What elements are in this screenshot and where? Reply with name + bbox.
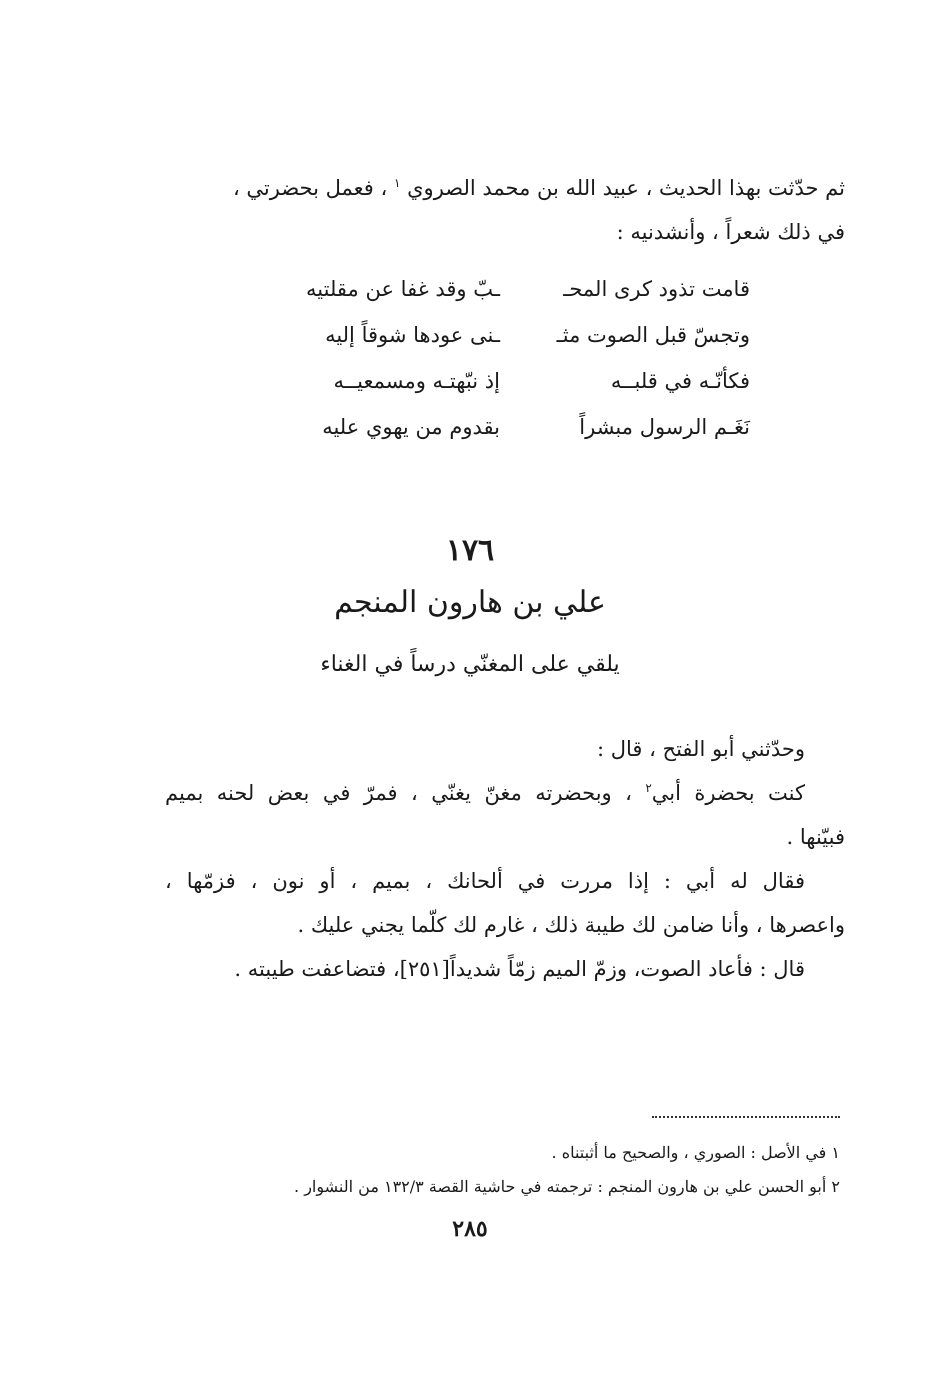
verse-second-hemistich: ـبّ وقد غفا عن مقلتيه [306, 277, 500, 301]
body-line: واعصرها ، وأنا ضامن لك طيبة ذلك ، غارم لك كلّما يجني عليك . [297, 913, 845, 937]
intro-text: ، فعمل بحضرتي ، [232, 176, 388, 200]
poem [250, 266, 750, 450]
footnote-separator [652, 1116, 840, 1118]
intro-line: في ذلك شعراً ، وأنشدنيه : [616, 220, 845, 244]
poem-verse [250, 266, 750, 312]
body-text: كنت بحضرة أبي [651, 781, 805, 805]
footnote-marker: ١ [393, 176, 401, 190]
body-text: ، وبحضرته مغنّ يغنّي ، فمرّ في بعض لحنه بميم [165, 781, 632, 805]
section-title: علي بن هارون المنجم [334, 585, 606, 620]
section-subtitle: يلقي على المغنّي درساً في الغناء [320, 652, 620, 677]
verse-second-hemistich: بقدوم من يهوي عليه [322, 415, 500, 439]
body-line: فبيّنها . [786, 825, 845, 849]
body-line: قال : فأعاد الصوت، وزمّ الميم زمّاً شديداً[٢٥١]، فتضاعفت طيبته . [234, 957, 805, 981]
verse-first-hemistich: قامت تذود كرى المحـ [563, 277, 750, 301]
footnote: ٢ أبو الحسن علي بن هارون المنجم : ترجمته في حاشية القصة ١٣٢/٣ من النشوار . [294, 1177, 840, 1196]
footnotes [200, 1136, 840, 1204]
poem-verse [250, 312, 750, 358]
intro-line [165, 166, 845, 210]
body-line [165, 771, 845, 815]
body-line: فقال له أبي : إذا مررت في ألحانك ، بميم ، أو نون ، فزمّها ، [165, 869, 805, 893]
section-number: ١٧٦ [445, 533, 495, 568]
page-number: ٢٨٥ [452, 1216, 488, 1242]
footnote-marker: ٢ [645, 781, 652, 795]
verse-second-hemistich: ـنى عودها شوقاً إليه [325, 323, 500, 347]
body-line: وحدّثني أبو الفتح ، قال : [596, 737, 805, 761]
verse-first-hemistich: نَغَـم الرسول مبشراً [579, 415, 750, 439]
verse-second-hemistich: إذ نبّهتـه ومسمعيــه [333, 369, 500, 393]
verse-first-hemistich: فكأنّـه في قلبــه [610, 369, 750, 393]
poem-verse [250, 358, 750, 404]
footnote: ١ في الأصل : الصوري ، والصحيح ما أثبتناه . [551, 1143, 840, 1162]
verse-first-hemistich: وتجسّ قبل الصوت مثـ [556, 323, 750, 347]
intro-text: ثم حدّثت بهذا الحديث ، عبيد الله بن محمد الصروي [407, 176, 845, 200]
story-body [165, 727, 845, 991]
poem-verse [250, 404, 750, 450]
intro-paragraph [165, 166, 845, 254]
